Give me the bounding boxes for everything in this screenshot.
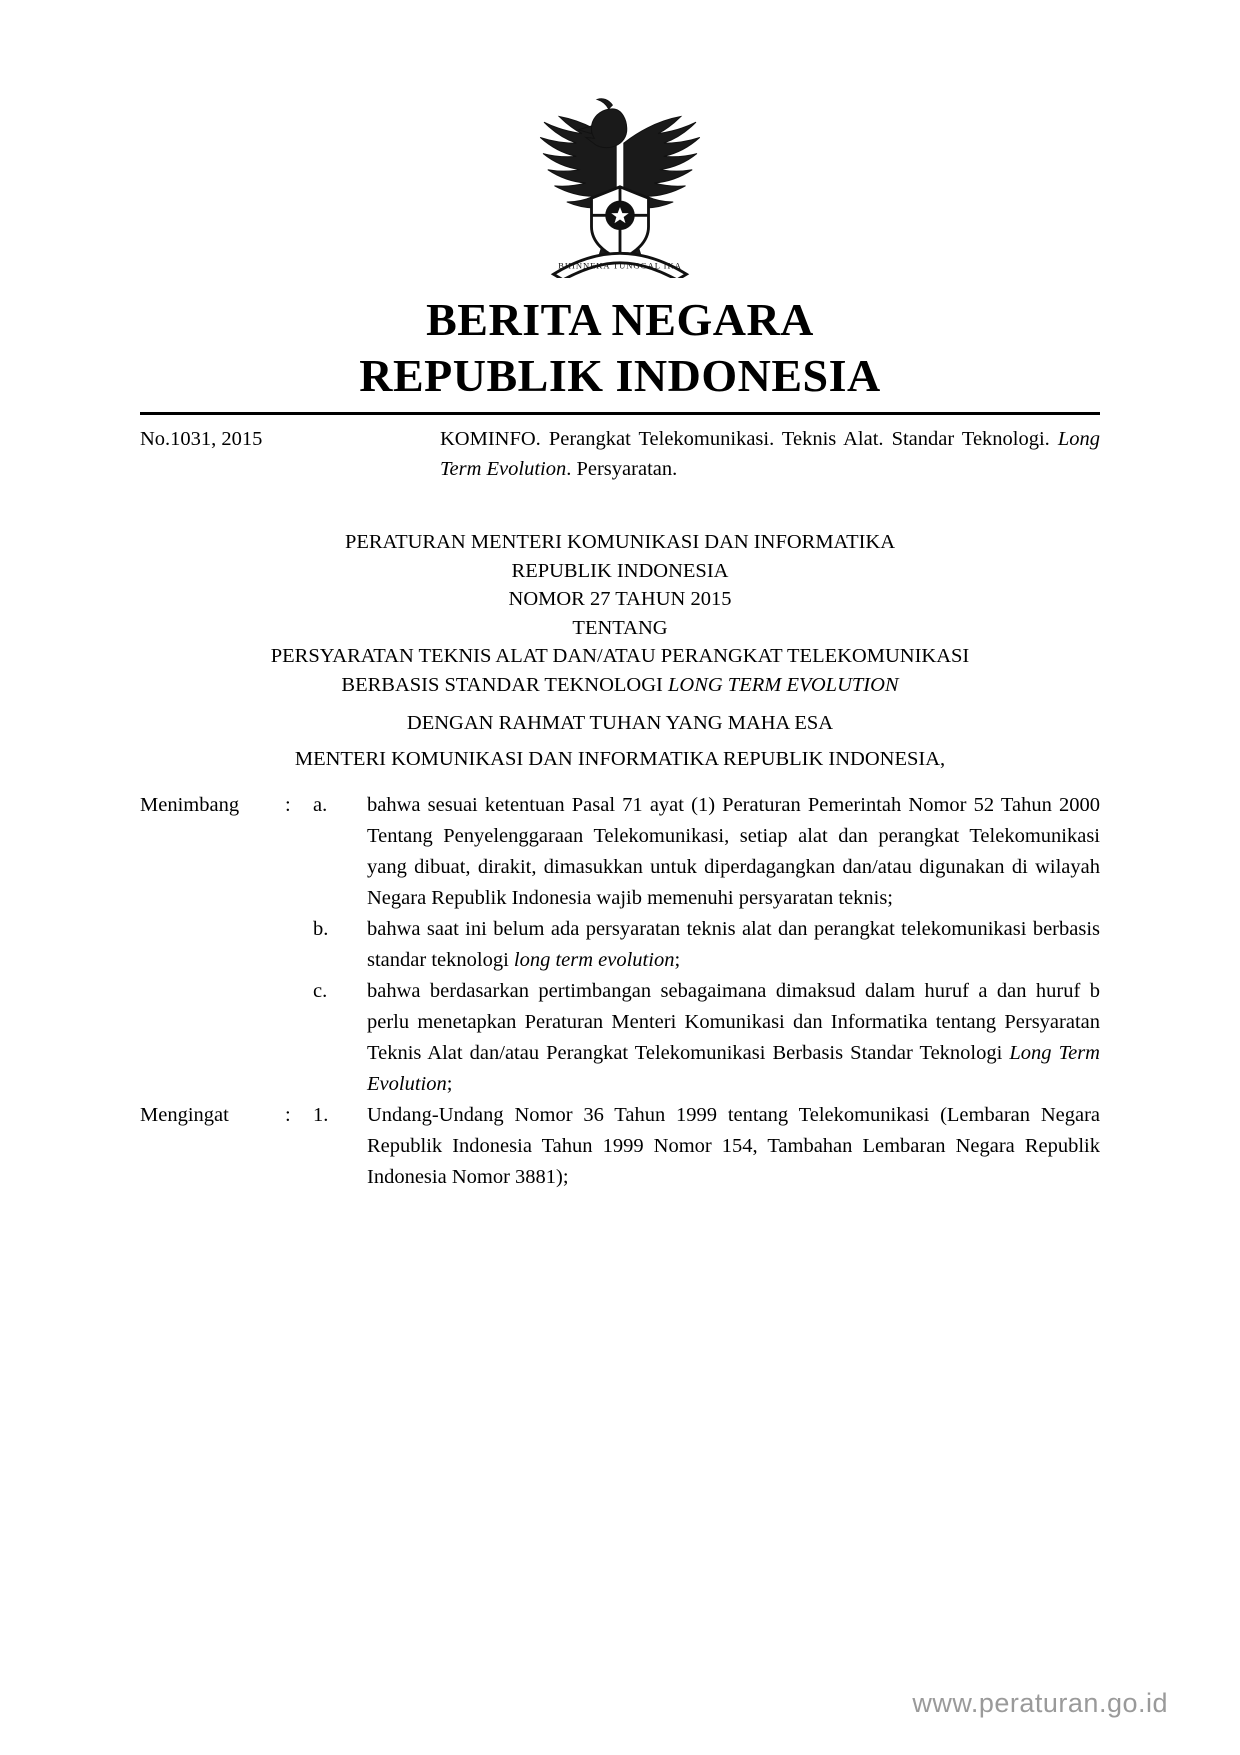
garuda-pancasila-emblem <box>525 88 715 278</box>
gazette-number: No.1031, 2015 <box>140 428 263 450</box>
title-line-6-prefix: BERBASIS STANDAR TEKNOLOGI <box>341 673 668 696</box>
clause-row <box>140 914 1100 976</box>
clause-text-suffix: ; <box>446 1073 453 1095</box>
masthead <box>140 292 1100 404</box>
header-meta-row <box>140 424 1100 484</box>
keyword-text-part-1: KOMINFO. Perangkat Telekomunikasi. Teknis Alat. Standar Teknologi. <box>440 428 1058 450</box>
clause-text-prefix: bahwa berdasarkan pertimbangan sebagaimana dimaksud dalam huruf a dan huruf b perlu menetapkan Peraturan Menteri Komunikasi dan Informatika tentang Persyaratan Teknis Alat dan/atau Perangkat Telekomunikasi Berbasis Standar Teknologi <box>367 980 1100 1064</box>
masthead-line-1: BERITA NEGARA <box>426 294 814 345</box>
masthead-divider <box>140 412 1100 415</box>
keyword-text-part-2: . Persyaratan. <box>566 458 678 480</box>
clause-text-italic: Long Term Evolution <box>367 1042 1100 1095</box>
keyword-text-italic: Long Term Evolution <box>440 428 1100 480</box>
clause-row <box>140 976 1100 1100</box>
clause-text <box>367 976 1100 1100</box>
regulation-title <box>110 528 1130 699</box>
clause-marker: a. <box>313 794 328 816</box>
emblem-container <box>0 88 1240 283</box>
clause-text-suffix: ; <box>674 949 681 971</box>
clause-text: bahwa sesuai ketentuan Pasal 71 ayat (1) Peraturan Pemerintah Nomor 52 Tahun 2000 Tentang Penyelenggaraan Telekomunikasi, setiap alat dan perangkat Telekomunikasi yang dibuat, dirakit, dimasukkan untuk diperdagangkan dan/atau digunakan di wilayah Negara Republik Indonesia wajib memenuhi persyaratan teknis; <box>367 794 1100 909</box>
authority-line: MENTERI KOMUNIKASI DAN INFORMATIKA REPUBLIK INDONESIA, <box>294 748 946 770</box>
masthead-line-2: REPUBLIK INDONESIA <box>359 350 881 401</box>
clause-text <box>367 914 1100 976</box>
title-line-4: TENTANG <box>572 616 668 639</box>
invocation-line: DENGAN RAHMAT TUHAN YANG MAHA ESA <box>406 712 834 734</box>
clauses-section <box>140 790 1100 1193</box>
title-line-6 <box>110 671 1130 700</box>
title-line-5: PERSYARATAN TEKNIS ALAT DAN/ATAU PERANGKAT TELEKOMUNIKASI <box>270 645 970 667</box>
title-line-2: REPUBLIK INDONESIA <box>511 559 729 582</box>
title-line-3: NOMOR 27 TAHUN 2015 <box>508 588 732 610</box>
clause-row <box>140 790 1100 914</box>
clause-text: Undang-Undang Nomor 36 Tahun 1999 tentang Telekomunikasi (Lembaran Negara Republik Indonesia Tahun 1999 Nomor 154, Tambahan Lembaran Negara Republik Indonesia Nomor 3881); <box>367 1104 1100 1188</box>
clause-label: Menimbang <box>140 794 240 816</box>
clause-text-italic: long term evolution <box>513 949 675 971</box>
clause-marker: 1. <box>313 1104 329 1126</box>
title-line-1: PERATURAN MENTERI KOMUNIKASI DAN INFORMATIKA <box>344 531 896 553</box>
clause-label: Mengingat <box>140 1104 229 1126</box>
source-url-watermark: www.peraturan.go.id <box>912 1688 1168 1718</box>
keyword-summary <box>440 424 1100 484</box>
clause-marker: b. <box>313 918 329 940</box>
clause-marker: c. <box>313 980 328 1002</box>
clause-text-prefix: bahwa saat ini belum ada persyaratan teknis alat dan perangkat telekomunikasi berbasis standar teknologi <box>367 918 1100 971</box>
clause-colon: : <box>285 1104 291 1126</box>
svg-text:BHINNEKA TUNGGAL IKA: BHINNEKA TUNGGAL IKA <box>558 260 682 271</box>
clause-colon: : <box>285 794 291 816</box>
title-line-6-italic: LONG TERM EVOLUTION <box>667 673 899 696</box>
clause-row <box>140 1100 1100 1193</box>
